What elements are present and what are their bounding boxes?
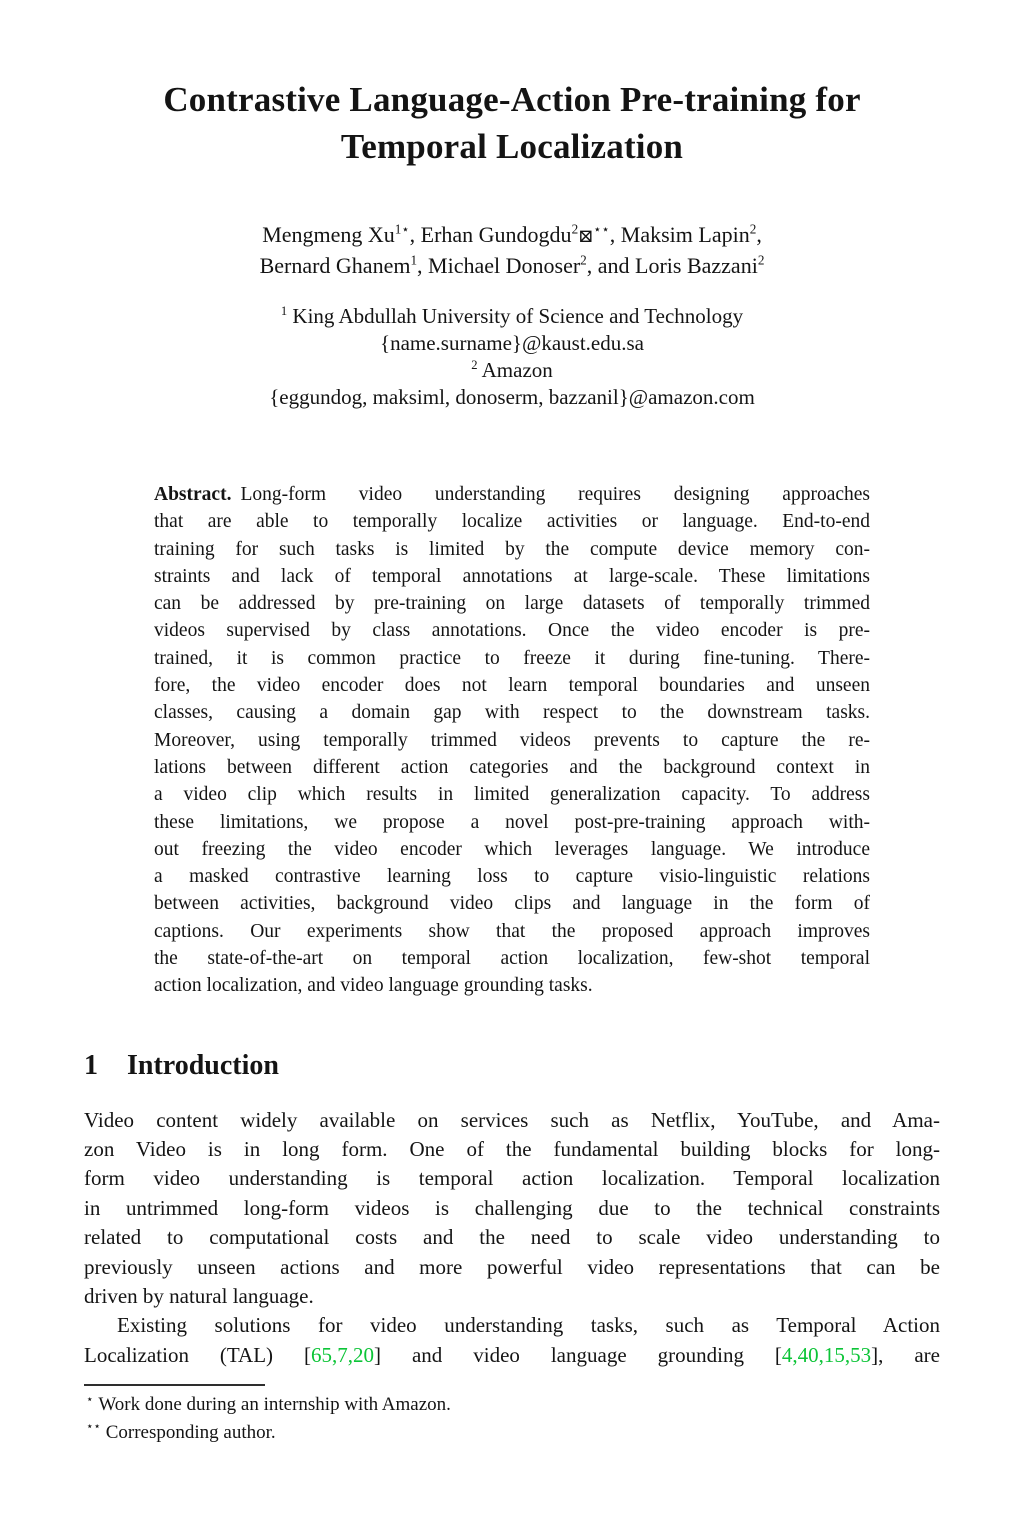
- affiliation-email-1: {name.surname}@kaust.edu.sa: [379, 331, 644, 355]
- footnote-text: Work done during an internship with Amazon.: [98, 1394, 451, 1416]
- intro-line: in untrimmed long-form videos is challenging due to the technical constraints: [84, 1195, 940, 1220]
- abstract-line: classes, causing a domain gap with respect to the downstream tasks.: [154, 702, 870, 724]
- footnote-line: [84, 1391, 940, 1419]
- abstract-line: can be addressed by pre-training on large datasets of temporally trimmed: [154, 593, 870, 615]
- footnote-rule: [84, 1384, 265, 1386]
- envelope-icon: ⊠: [578, 226, 594, 246]
- abstract-line: that are able to temporally localize activities or language. End-to-end: [154, 511, 870, 533]
- abstract-heading: Abstract.: [154, 484, 232, 505]
- affiliation-institution-2: $^2$ Amazon: [471, 358, 553, 382]
- abstract-line: these limitations, we propose a novel post-pre-training approach with-: [154, 811, 870, 833]
- footnote-text: Corresponding author.: [105, 1421, 276, 1443]
- paper-title-line2: Temporal Localization: [340, 127, 684, 166]
- abstract-line: trained, it is common practice to freeze it during fine-tuning. There-: [154, 647, 870, 669]
- abstract-line: captions. Our experiments show that the proposed approach improves: [154, 920, 870, 942]
- intro-paragraph-1: [84, 1106, 940, 1312]
- section-heading-introduction: [84, 1050, 940, 1082]
- intro-line: Existing solutions for video understanding tasks, such as Temporal Action: [117, 1313, 940, 1338]
- affiliations: [84, 303, 940, 411]
- abstract-line: out freezing the video encoder which leverages language. We introduce: [154, 838, 870, 860]
- authors-line1: Mengmeng $Xu^{1⋆}$, Erhan Gundogdu$^2$⊠⋆⋆, Maksim Lapin$^2$,: [262, 221, 762, 247]
- section-title: Introduction: [127, 1049, 279, 1081]
- affiliation-institution-1: $^1$ King Abdullah University of Science and Technology: [280, 304, 744, 328]
- paper-title: [84, 76, 940, 170]
- paper-title-line1: Contrastive Language-Action Pre-training for: [163, 80, 861, 119]
- abstract-line: straints and lack of temporal annotations at large-scale. These limitations: [154, 565, 870, 587]
- intro-paragraph-2: [84, 1311, 940, 1370]
- intro-line: previously unseen actions and more powerful video representations that can be: [84, 1254, 940, 1279]
- footnote-line: [84, 1419, 940, 1447]
- footnote-marker-star: ⋆: [86, 1392, 94, 1406]
- intro-line: related to computational costs and the need to scale video understanding to: [84, 1225, 940, 1250]
- intro-line: driven by natural language.: [84, 1284, 314, 1309]
- authors-line2: Bernard Ghanem$^1$, Michael Donoser$^2$, and Loris Bazzani$^2$: [259, 252, 765, 278]
- introduction-text: [84, 1106, 940, 1371]
- footnote-marker-double-star: ⋆⋆: [86, 1420, 101, 1434]
- citation-link[interactable]: 4,40,15,53: [781, 1342, 872, 1367]
- abstract-line: training for such tasks is limited by the compute device memory con-: [154, 538, 870, 560]
- intro-line: Video content widely available on services such as Netflix, YouTube, and Ama-: [84, 1107, 940, 1132]
- abstract-line: between activities, background video clips and language in the form of: [154, 893, 870, 915]
- abstract-line: Long-form video understanding requires designing approaches: [240, 484, 870, 505]
- abstract-line: lations between different action categories and the background context in: [154, 756, 870, 778]
- abstract-line: a masked contrastive learning loss to capture visio-linguistic relations: [154, 866, 870, 888]
- abstract-line: action localization, and video language grounding tasks.: [154, 975, 593, 997]
- section-number: 1: [84, 1049, 98, 1081]
- intro-line: zon Video is in long form. One of the fundamental building blocks for long-: [84, 1137, 940, 1162]
- abstract-line: a video clip which results in limited generalization capacity. To address: [154, 784, 870, 806]
- abstract: [154, 481, 870, 1000]
- abstract-first-line: [154, 481, 870, 508]
- abstract-body: [154, 508, 870, 999]
- abstract-line: Moreover, using temporally trimmed videos prevents to capture the re-: [154, 729, 870, 751]
- author-list: [84, 220, 940, 281]
- abstract-line: videos supervised by class annotations. Once the video encoder is pre-: [154, 620, 870, 642]
- abstract-line: fore, the video encoder does not learn temporal boundaries and unseen: [154, 675, 870, 697]
- affiliation-email-2: {eggundog, maksiml, donoserm, bazzanil}@amazon.com: [269, 385, 755, 409]
- abstract-line: the state-of-the-art on temporal action localization, few-shot temporal: [154, 948, 870, 970]
- footnotes: [84, 1391, 940, 1446]
- intro-line: Localization (TAL) [65,7,20] and video language grounding [4,40,15,53], are: [84, 1342, 940, 1367]
- citation-link[interactable]: 65,7,20: [311, 1342, 374, 1367]
- intro-line: form video understanding is temporal action localization. Temporal localization: [84, 1166, 940, 1191]
